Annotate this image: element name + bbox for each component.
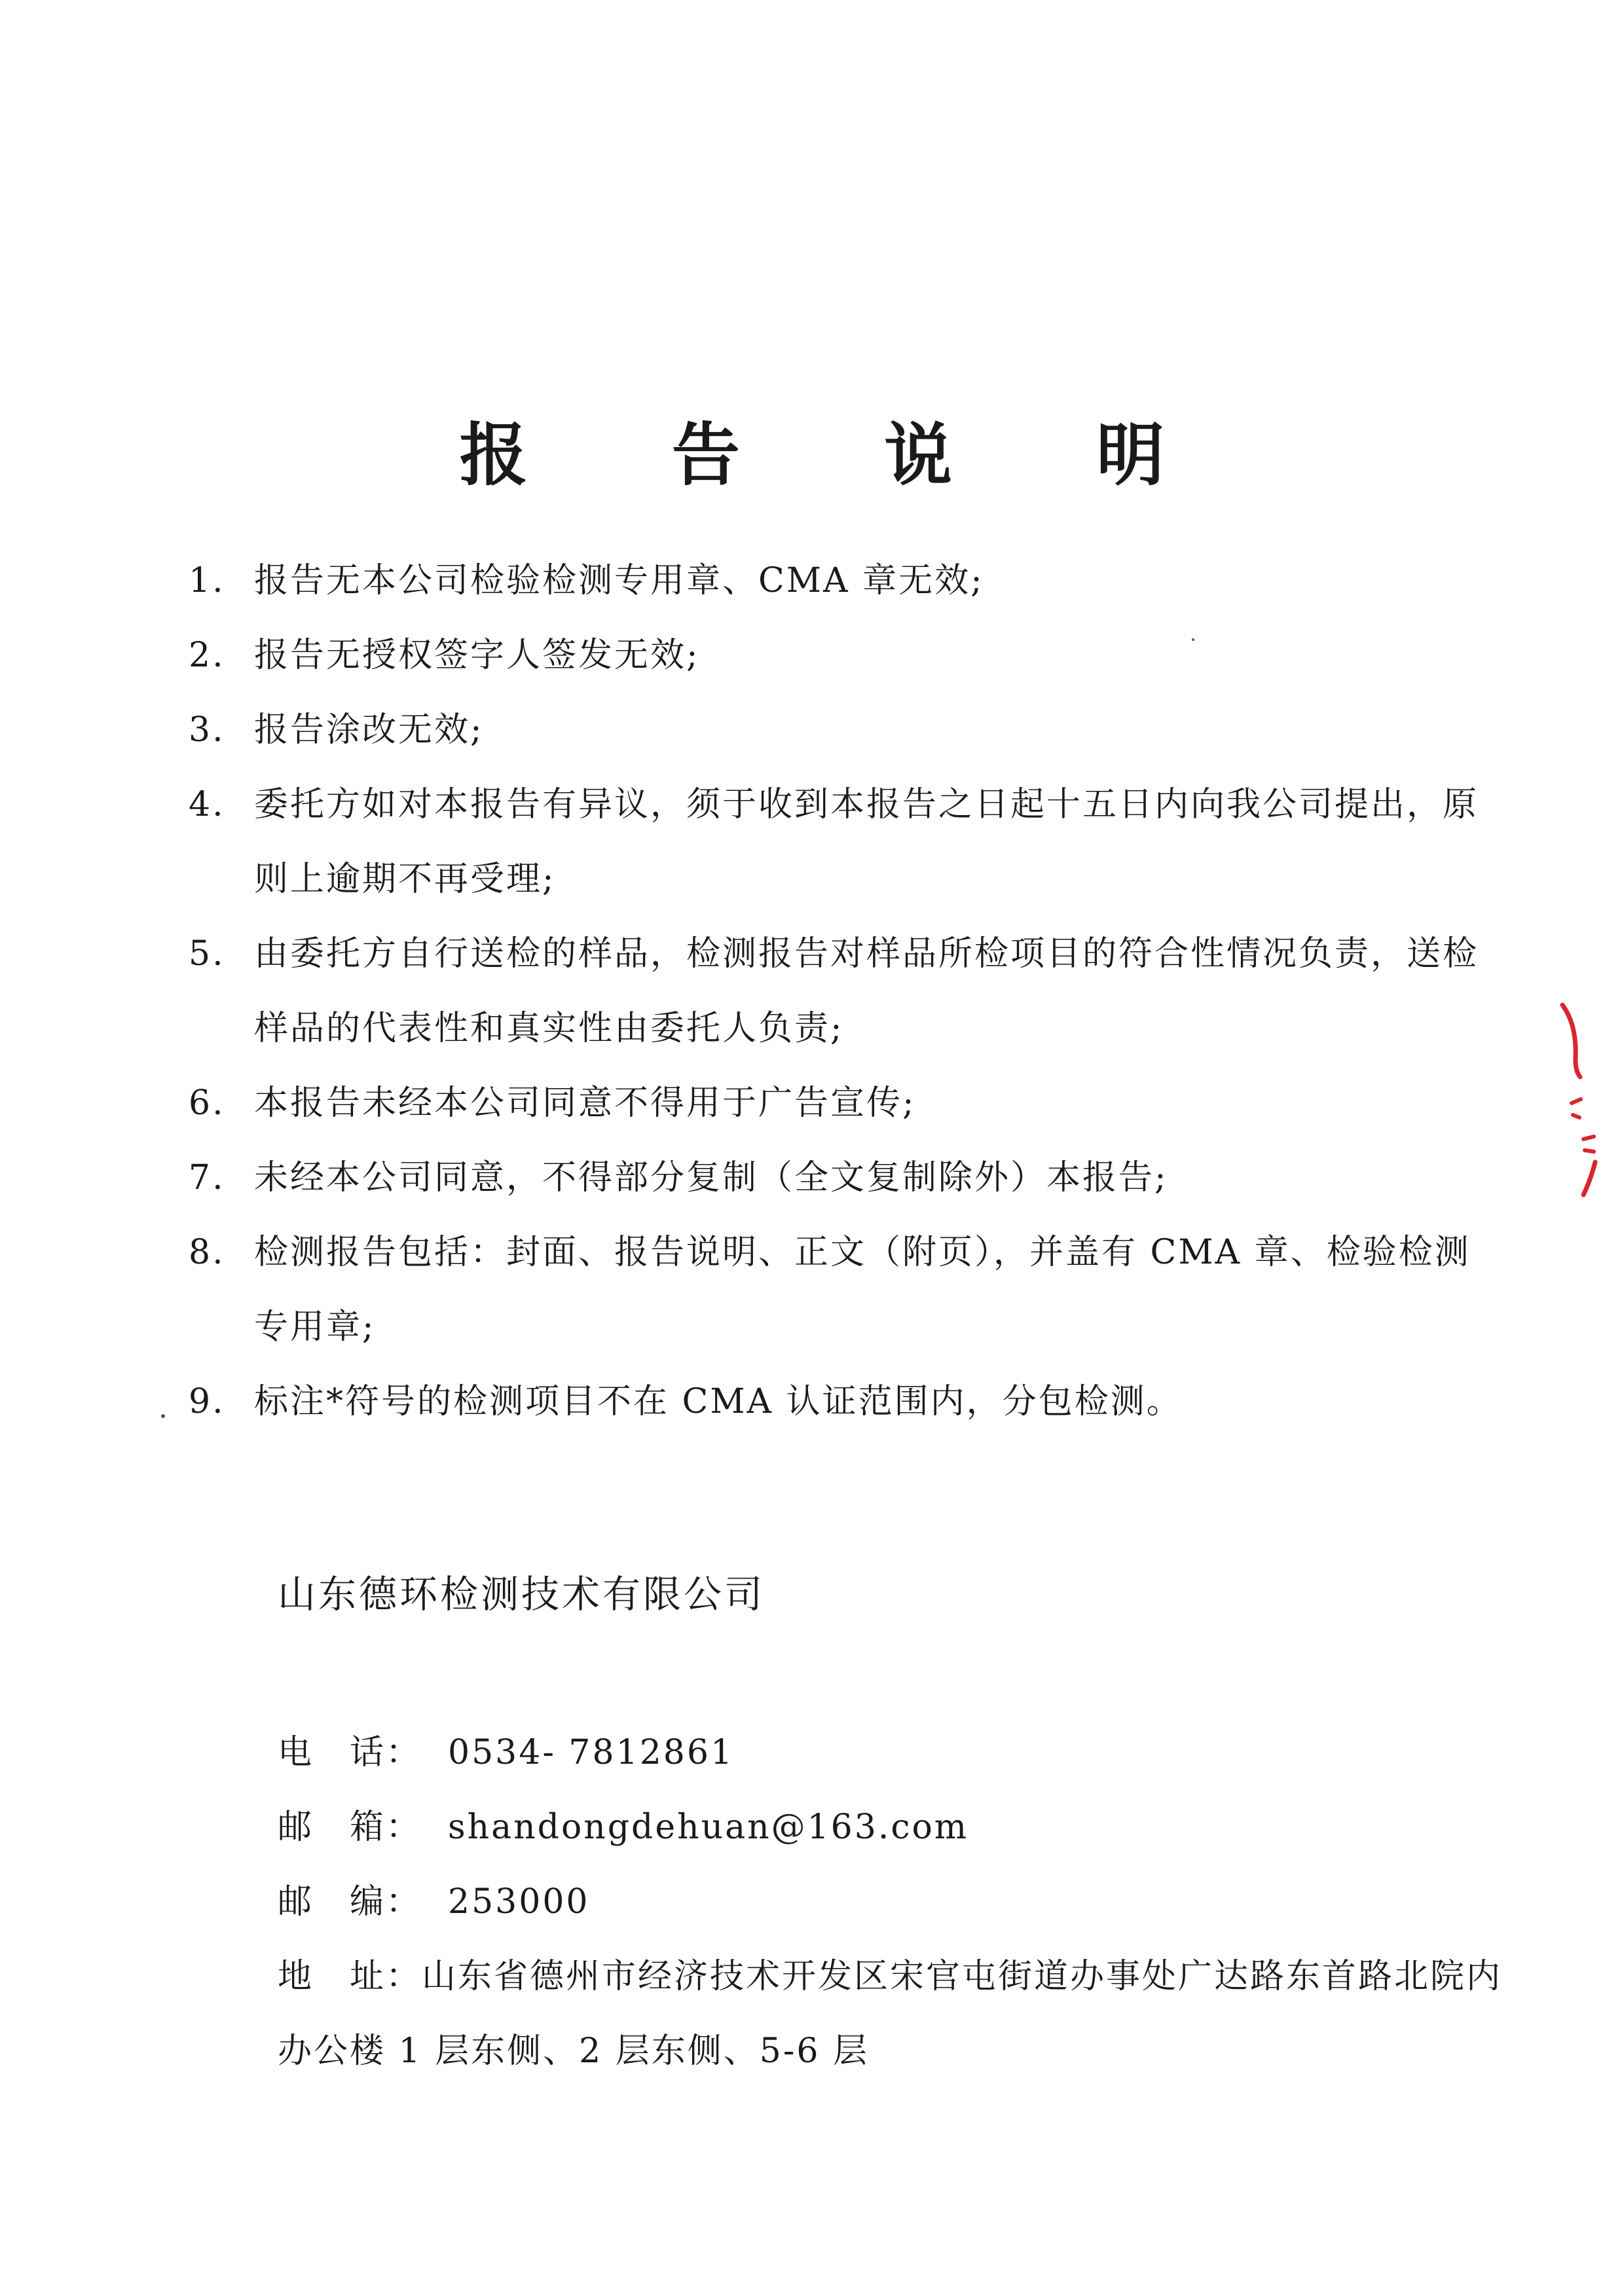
- note-text: 报告无授权签字人签发无效;: [254, 636, 700, 675]
- note-text: 由委托方自行送检的样品，检测报告对样品所检项目的符合性情况负责，送检样品的代表性和真实性由委托人负责;: [254, 934, 1479, 1048]
- postcode-row: [278, 1865, 1522, 1939]
- company-name: 山东德环检测技术有限公司: [278, 1572, 766, 1616]
- phone-value: 0534- 7812861: [448, 1733, 735, 1772]
- postcode-value: 253000: [448, 1882, 590, 1922]
- note-text: 检测报告包括：封面、报告说明、正文（附页），并盖有 CMA 章、检验检测专用章;: [254, 1233, 1471, 1347]
- address-row: [278, 1939, 1522, 2088]
- note-number: 5.: [189, 934, 225, 974]
- page-title: 报 告 说 明: [459, 415, 1225, 495]
- note-item: [189, 1140, 1498, 1215]
- email-row: [278, 1790, 1522, 1865]
- note-text: 委托方如对本报告有异议，须于收到本报告之日起十五日内向我公司提出，原则上逾期不再受理;: [254, 785, 1479, 899]
- note-number: 8.: [189, 1233, 225, 1272]
- note-number: 2.: [189, 636, 225, 675]
- note-text: 本报告未经本公司同意不得用于广告宣传;: [254, 1084, 916, 1123]
- phone-label: 电 话：: [278, 1733, 422, 1772]
- phone-row: [278, 1715, 1522, 1790]
- address-label: 地 址：: [278, 1957, 422, 1996]
- note-item: [189, 917, 1498, 1066]
- note-item: [189, 767, 1498, 917]
- contact-block: [278, 1715, 1522, 2088]
- report-notes-list: [189, 543, 1498, 1439]
- note-number: 3.: [189, 710, 225, 750]
- email-value: shandongdehuan@163.com: [448, 1808, 969, 1847]
- note-number: 7.: [189, 1158, 225, 1197]
- address-value: 山东省德州市经济技术开发区宋官屯街道办事处广达路东首路北院内办公楼 1 层东侧、2 层东侧、5-6 层: [278, 1957, 1503, 2071]
- note-item: [189, 693, 1498, 767]
- note-text: 报告涂改无效;: [254, 710, 484, 750]
- note-number: 9.: [189, 1382, 225, 1421]
- note-item: [189, 1066, 1498, 1140]
- note-number: 4.: [189, 785, 225, 824]
- scan-speck: [1192, 638, 1194, 641]
- email-label: 邮 箱：: [278, 1808, 422, 1847]
- note-item: [189, 618, 1498, 693]
- postcode-label: 邮 编：: [278, 1882, 422, 1922]
- note-text: 报告无本公司检验检测专用章、CMA 章无效;: [254, 561, 984, 600]
- seal-stamp-fragment: [1557, 998, 1603, 1208]
- note-item: [189, 1215, 1498, 1364]
- scan-speck: [161, 1414, 165, 1418]
- note-item: [189, 1364, 1498, 1439]
- note-item: [189, 543, 1498, 618]
- note-text: 未经本公司同意，不得部分复制（全文复制除外）本报告;: [254, 1158, 1168, 1197]
- note-text: 标注*符号的检测项目不在 CMA 认证范围内，分包检测。: [254, 1382, 1183, 1421]
- note-number: 6.: [189, 1084, 225, 1123]
- note-number: 1.: [189, 561, 225, 600]
